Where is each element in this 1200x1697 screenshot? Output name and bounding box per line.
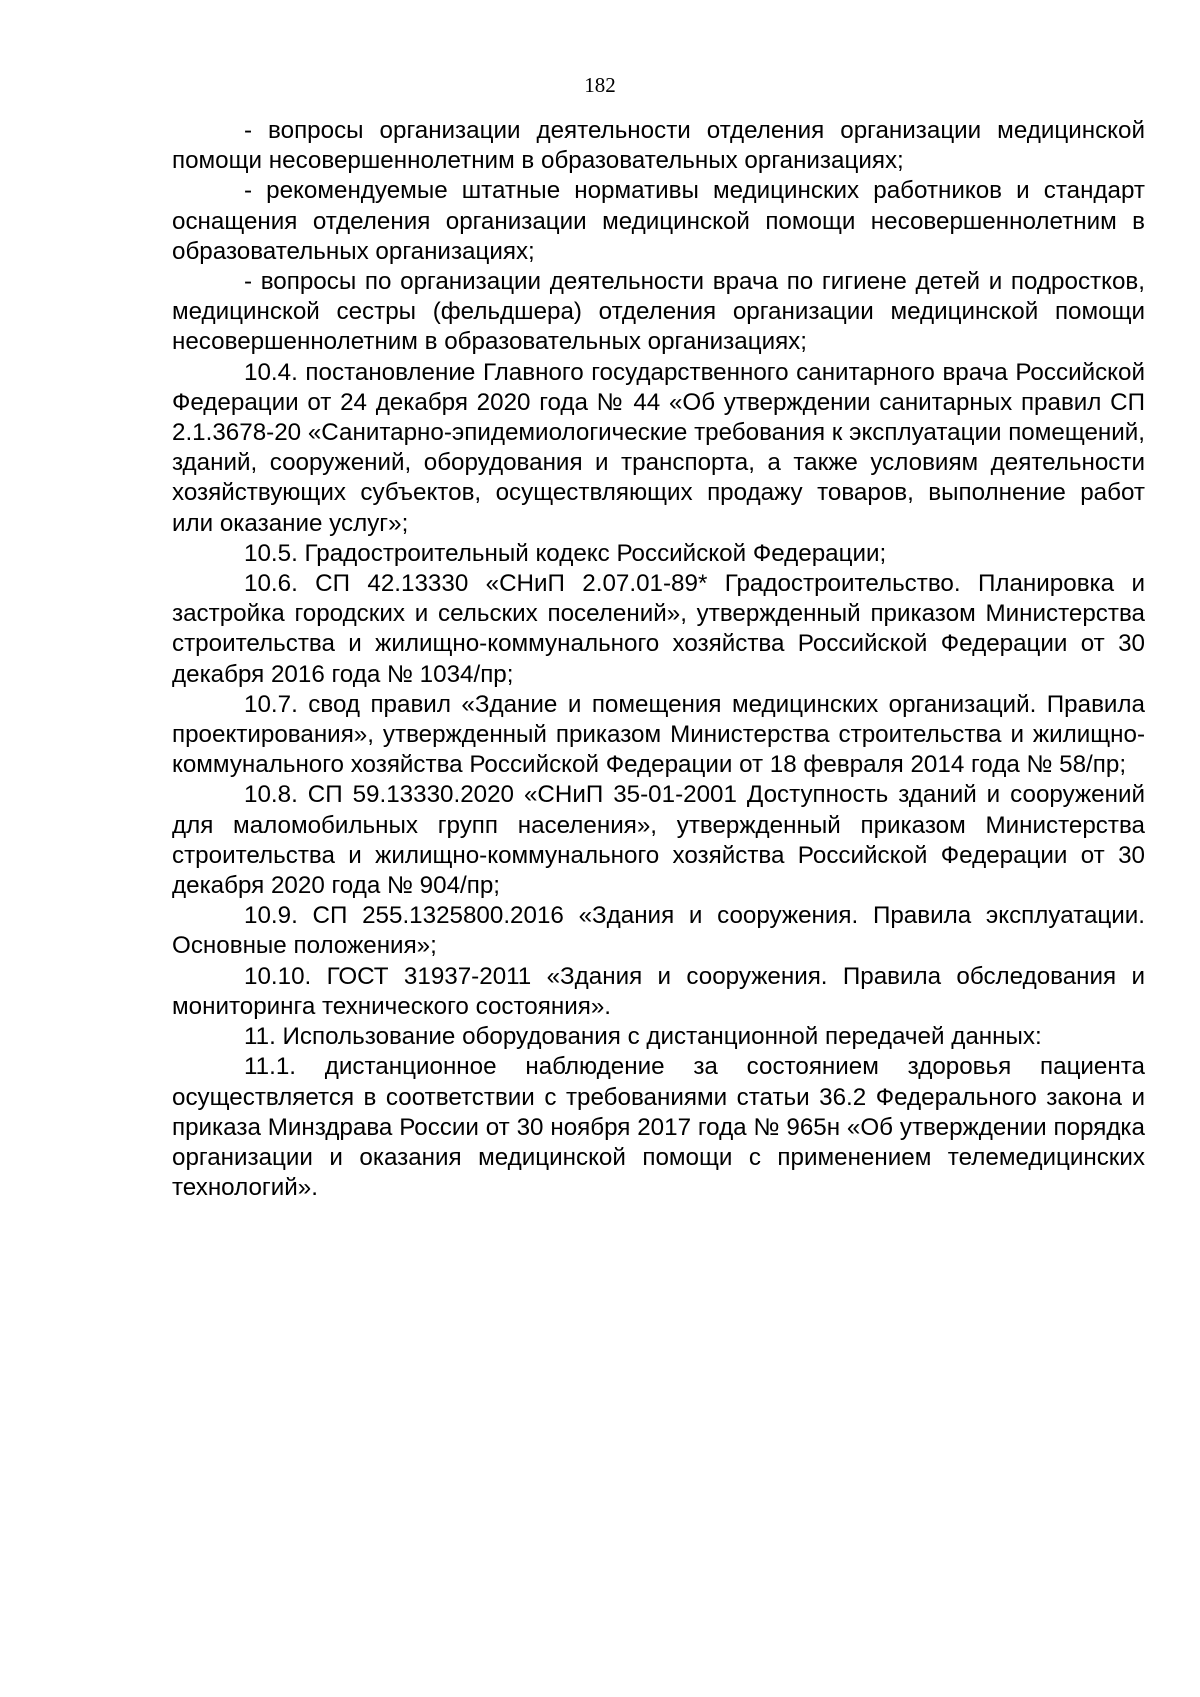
clause-10-5: 10.5. Градостроительный кодекс Российской Федерации;: [244, 539, 887, 567]
list-item-hygiene-doctor-questions: - вопросы по организации деятельности врача по гигиене детей и подростков, медицинской сестры (фельдшера) отделения организации медицинской помощи несовершеннолетним в образовательных организациях;: [172, 268, 1145, 356]
clause-10-4: 10.4. постановление Главного государственного санитарного врача Российской Федерации от 24 декабря 2020 года № 44 «Об утверждении санитарных правил СП 2.1.3678-20 «Санитарно-эпидемиологические требования к эксплуатации помещений, зданий, сооружений, оборудования и транспорта, а также условиям деятельности хозяйствующих субъектов, осуществляющих продажу товаров, выполнение работ или оказание услуг»;: [172, 358, 1146, 537]
document-body: [172, 116, 1145, 1203]
clause-10-8: 10.8. СП 59.13330.2020 «СНиП 35-01-2001 Доступность зданий и сооружений для маломобильных групп населения», утвержденный приказом Министерства строительства и жилищно-коммунального хозяйства Российской Федерации от 30 декабря 2020 года № 904/пр;: [172, 781, 1145, 900]
list-item-organization-questions: - вопросы организации деятельности отделения организации медицинской помощи несовершеннолетним в образовательных организациях;: [172, 117, 1145, 175]
page-number: 182: [584, 73, 616, 97]
clause-10-10: 10.10. ГОСТ 31937-2011 «Здания и сооружения. Правила обследования и мониторинга технического состояния».: [172, 962, 1145, 1020]
clause-11: 11. Использование оборудования с дистанционной передачей данных:: [244, 1023, 1042, 1051]
clause-10-6: 10.6. СП 42.13330 «СНиП 2.07.01-89* Градостроительство. Планировка и застройка городских и сельских поселений», утвержденный приказом Министерства строительства и жилищно-коммунального хозяйства Российской Федерации от 30 декабря 2016 года № 1034/пр;: [172, 570, 1145, 688]
list-item-staffing-standards: - рекомендуемые штатные нормативы медицинских работников и стандарт оснащения отделения организации медицинской помощи несовершеннолетним в образовательных организациях;: [172, 177, 1145, 265]
clause-11-1: 11.1. дистанционное наблюдение за состоянием здоровья пациента осуществляется в соответствии с требованиями статьи 36.2 Федерального закона и приказа Минздрава России от 30 ноября 2017 года № 965н «Об утверждении порядка организации и оказания медицинской помощи с применением телемедицинских технологий».: [172, 1053, 1145, 1202]
clause-10-9: 10.9. СП 255.1325800.2016 «Здания и сооружения. Правила эксплуатации. Основные положения»;: [172, 902, 1145, 960]
clause-10-7: 10.7. свод правил «Здание и помещения медицинских организаций. Правила проектирования», утвержденный приказом Министерства строительства и жилищно-коммунального хозяйства Российской Федерации от 18 февраля 2014 года № 58/пр;: [172, 690, 1145, 779]
